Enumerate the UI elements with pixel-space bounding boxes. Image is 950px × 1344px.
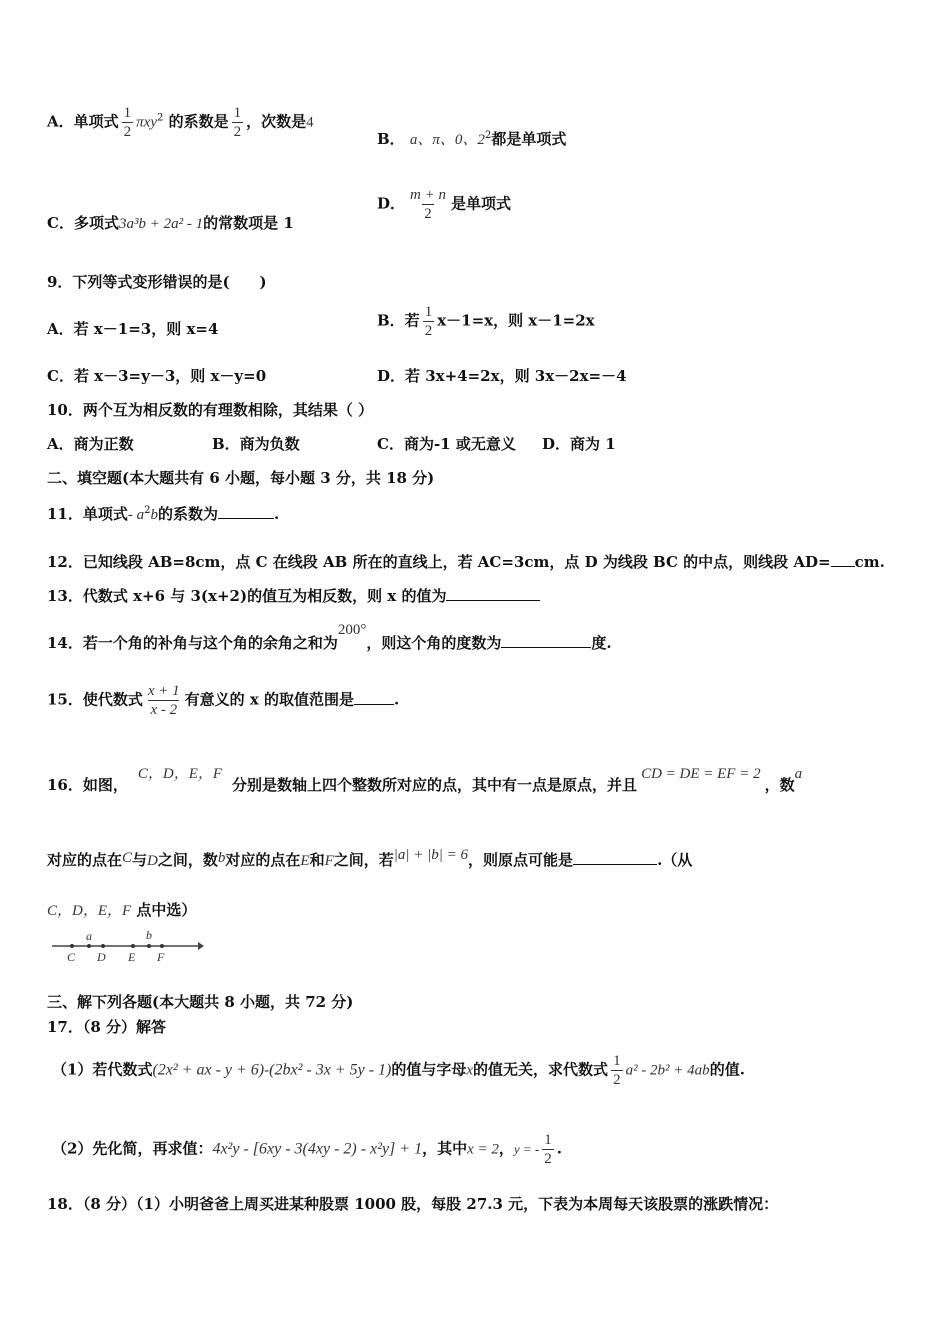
q8-option-c: C．多项式3a³b + 2a² - 1的常数项是 1 [47,214,294,232]
answer-blank[interactable] [218,504,274,519]
point-d [101,944,105,948]
q9-stem: 9．下列等式变形错误的是( ) [47,273,267,291]
section-3-heading: 三、解下列各题(本大题共 8 小题，共 72 分) [47,993,354,1011]
point-a [87,944,91,948]
q10-option-d: D．商为 1 [542,435,616,453]
section-2-heading: 二、填空题(本大题共有 6 小题，每小题 3 分，共 18 分) [47,469,435,487]
answer-blank[interactable] [354,690,394,705]
q8-option-d: D． $\frac{m + n}{2}$ 是单项式 [377,187,511,222]
fraction: $\frac{1}{2}$ [424,304,433,339]
label-b: b [146,928,152,942]
answer-blank[interactable] [446,586,540,601]
q10-option-c: C．商为-1 或无意义 [377,435,516,453]
label-a: a [86,929,92,943]
q15: 15．使代数式 $\frac{x + 1}{x - 2}$ 有意义的 x 的取值范围是 . [47,683,400,718]
q9-option-d: D．若 3x+4=2x，则 3x－2x=－4 [377,367,627,385]
q10-stem: 10．两个互为相反数的有理数相除，其结果（ ） [47,401,374,419]
label-f: F [157,950,165,964]
fraction: $\frac{1}{2}$ [233,105,242,140]
q17-part-1: （1）若代数式(2x² + ax - y + 6)-(2bx² - 3x + 5y - 1)的值与字母x的值无关，求代数式 $\frac{1}{2}$ a² - 2b² + 4ab的值. [52,1053,745,1088]
q14: 14．若一个角的补角与这个角的余角之和为200°，则这个角的度数为 度. [47,622,612,652]
point-c [70,944,74,948]
q12: 12．已知线段 AB=8cm，点 C 在线段 AB 所在的直线上，若 AC=3cm，点 D 为线段 BC 的中点，则线段 AD= cm. [47,553,885,571]
fraction: $\frac{1}{2}$ [613,1053,621,1088]
q16-line-2: 对应的点在C与D之间，数b对应的点在E和F之间，若|a| + |b| = 6，则原点可能是 .（从 [47,847,693,869]
q16-line-3: C，D，E，F 点中选） [47,901,197,919]
q9-option-c: C．若 x－3=y－3，则 x－y=0 [47,367,267,385]
q18-stem: 18．（8 分）（1）小明爸爸上周买进某种股票 1000 股，每股 27.3 元，下表为本周每天该股票的涨跌情况： [47,1195,779,1213]
q13: 13．代数式 x+6 与 3(x+2)的值互为相反数，则 x 的值为 [47,585,540,606]
q11: 11．单项式- $a^2b$的系数为 . [47,505,280,523]
q9-option-a: A．若 x－1=3，则 x=4 [47,320,219,338]
fraction: $\frac{m + n}{2}$ [410,187,446,222]
point-f [160,944,164,948]
q8-option-a: A．单项式 $\frac{1}{2}$ πxy$^2$ 的系数是 $\frac{1}{2}$ ，次数是4 [47,105,314,140]
fraction: $\frac{1}{2}$ [544,1132,552,1167]
answer-blank[interactable] [831,552,855,567]
q10-option-a: A．商为正数 [47,435,134,453]
answer-blank[interactable] [501,633,591,648]
label-d: D [97,950,106,964]
q8-option-b: B． a、π、0、$2^2$都是单项式 [377,130,567,148]
label-e: E [128,950,136,964]
fraction: $\frac{x + 1}{x - 2}$ [147,683,180,718]
answer-blank[interactable] [573,850,657,865]
point-e [131,944,135,948]
q17-part-2: （2）先化简，再求值：4x²y - [6xy - 3(4xy - 2) - x²y] + 1，其中x = 2，y = - $\frac{1}{2}$ . [52,1132,562,1167]
point-b [147,944,151,948]
arrow-head-icon [198,942,204,950]
number-line-figure [52,926,204,966]
label-c: C [67,950,76,964]
q16-line-1: 16．如图，C，D，E，F分别是数轴上四个整数所对应的点，其中有一点是原点，并且CD = DE = EF = 2，数a [47,766,803,794]
q10-option-b: B．商为负数 [212,435,300,453]
fraction: $\frac{1}{2}$ [123,105,132,140]
q9-option-b: B．若 $\frac{1}{2}$ x－1=x，则 x－1=2x [377,304,595,339]
q17-stem: 17．（8 分）解答 [47,1018,167,1036]
